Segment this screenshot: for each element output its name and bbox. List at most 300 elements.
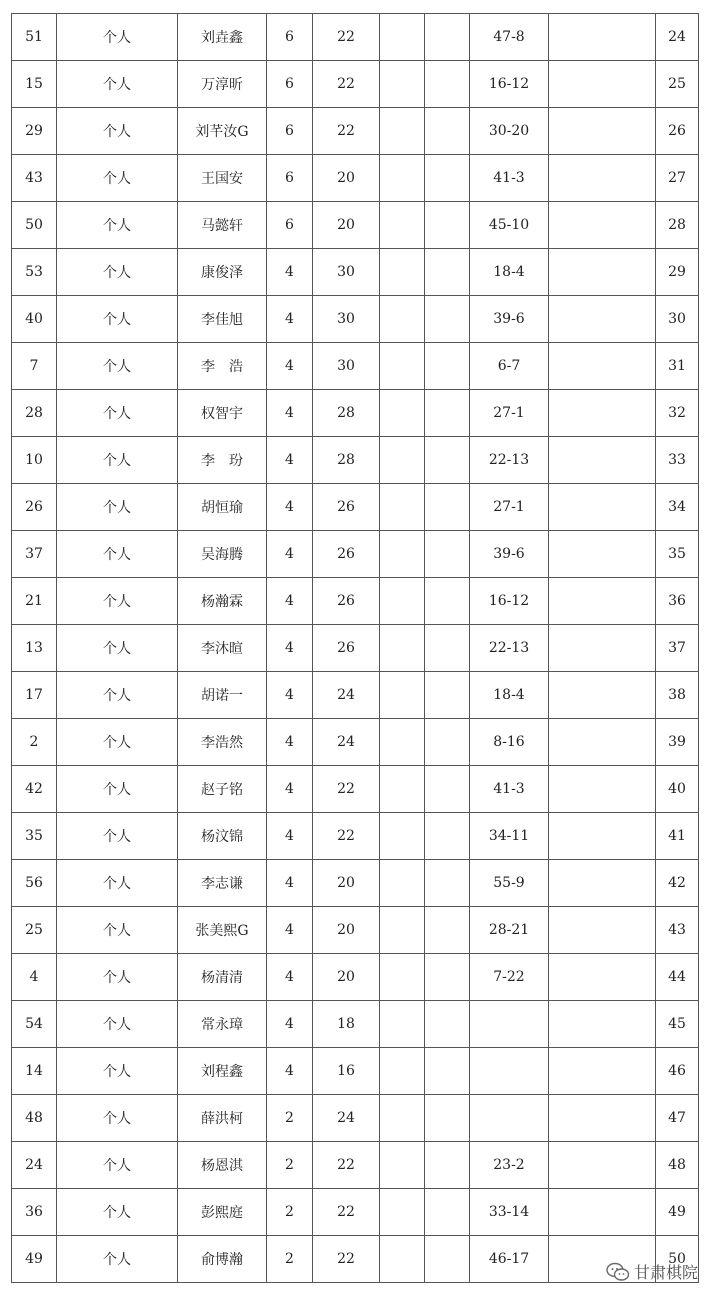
cell-points: 6 — [267, 14, 313, 61]
cell-pairing: 22-13 — [470, 625, 549, 672]
cell-blank-a — [380, 578, 425, 625]
cell-score: 22 — [313, 813, 380, 860]
cell-blank-c — [549, 578, 656, 625]
cell-entry-type: 个人 — [57, 766, 178, 813]
cell-seat-no: 48 — [12, 1095, 57, 1142]
cell-entry-type: 个人 — [57, 860, 178, 907]
cell-entry-type: 个人 — [57, 1236, 178, 1283]
cell-blank-b — [425, 672, 470, 719]
cell-points: 4 — [267, 343, 313, 390]
cell-entry-type: 个人 — [57, 437, 178, 484]
cell-entry-type: 个人 — [57, 578, 178, 625]
cell-score: 26 — [313, 531, 380, 578]
cell-blank-a — [380, 249, 425, 296]
wechat-icon — [606, 1262, 630, 1282]
cell-score: 20 — [313, 155, 380, 202]
cell-score: 20 — [313, 860, 380, 907]
table-row — [12, 907, 699, 954]
cell-entry-type: 个人 — [57, 390, 178, 437]
cell-entry-type: 个人 — [57, 343, 178, 390]
cell-pairing: 39-6 — [470, 531, 549, 578]
table-row — [12, 108, 699, 155]
cell-player-name: 杨恩淇 — [178, 1142, 267, 1189]
cell-rank: 44 — [656, 954, 699, 1001]
cell-score: 20 — [313, 202, 380, 249]
cell-player-name: 康俊泽 — [178, 249, 267, 296]
table-row — [12, 531, 699, 578]
cell-pairing: 46-17 — [470, 1236, 549, 1283]
cell-pairing: 39-6 — [470, 296, 549, 343]
cell-rank: 38 — [656, 672, 699, 719]
cell-score: 26 — [313, 625, 380, 672]
cell-pairing: 41-3 — [470, 766, 549, 813]
cell-score: 22 — [313, 61, 380, 108]
cell-rank: 36 — [656, 578, 699, 625]
cell-seat-no: 43 — [12, 155, 57, 202]
table-row — [12, 1142, 699, 1189]
cell-blank-b — [425, 531, 470, 578]
cell-rank: 33 — [656, 437, 699, 484]
cell-entry-type: 个人 — [57, 954, 178, 1001]
cell-blank-a — [380, 296, 425, 343]
cell-pairing: 34-11 — [470, 813, 549, 860]
table-row — [12, 625, 699, 672]
cell-entry-type: 个人 — [57, 1142, 178, 1189]
cell-rank: 32 — [656, 390, 699, 437]
table-row — [12, 61, 699, 108]
cell-player-name: 刘程鑫 — [178, 1048, 267, 1095]
cell-rank: 49 — [656, 1189, 699, 1236]
cell-blank-c — [549, 61, 656, 108]
cell-blank-b — [425, 202, 470, 249]
cell-score: 30 — [313, 296, 380, 343]
cell-score: 26 — [313, 484, 380, 531]
cell-blank-c — [549, 108, 656, 155]
cell-pairing: 8-16 — [470, 719, 549, 766]
cell-blank-a — [380, 202, 425, 249]
cell-blank-b — [425, 625, 470, 672]
cell-entry-type: 个人 — [57, 249, 178, 296]
table-body — [12, 14, 699, 1283]
cell-blank-c — [549, 343, 656, 390]
cell-seat-no: 53 — [12, 249, 57, 296]
cell-blank-a — [380, 437, 425, 484]
cell-blank-c — [549, 813, 656, 860]
table-row — [12, 672, 699, 719]
cell-blank-b — [425, 437, 470, 484]
cell-pairing: 27-1 — [470, 484, 549, 531]
cell-blank-a — [380, 14, 425, 61]
cell-score: 22 — [313, 1189, 380, 1236]
cell-blank-b — [425, 907, 470, 954]
cell-blank-b — [425, 766, 470, 813]
cell-blank-a — [380, 343, 425, 390]
cell-score: 20 — [313, 954, 380, 1001]
cell-score: 18 — [313, 1001, 380, 1048]
cell-score: 20 — [313, 907, 380, 954]
cell-points: 4 — [267, 249, 313, 296]
cell-score: 16 — [313, 1048, 380, 1095]
table-row — [12, 1001, 699, 1048]
watermark — [606, 1260, 698, 1283]
cell-points: 2 — [267, 1236, 313, 1283]
cell-blank-c — [549, 625, 656, 672]
cell-blank-c — [549, 954, 656, 1001]
cell-rank: 39 — [656, 719, 699, 766]
table-row — [12, 437, 699, 484]
cell-score: 26 — [313, 578, 380, 625]
cell-player-name: 俞博瀚 — [178, 1236, 267, 1283]
table-row — [12, 1048, 699, 1095]
table-row — [12, 719, 699, 766]
cell-player-name: 赵子铭 — [178, 766, 267, 813]
cell-seat-no: 4 — [12, 954, 57, 1001]
cell-seat-no: 10 — [12, 437, 57, 484]
cell-blank-a — [380, 860, 425, 907]
cell-score: 30 — [313, 343, 380, 390]
table-row — [12, 1189, 699, 1236]
cell-player-name: 李志谦 — [178, 860, 267, 907]
cell-player-name: 李 玢 — [178, 437, 267, 484]
cell-blank-c — [549, 907, 656, 954]
cell-pairing: 33-14 — [470, 1189, 549, 1236]
cell-points: 4 — [267, 1001, 313, 1048]
cell-blank-b — [425, 1001, 470, 1048]
cell-player-name: 权智宇 — [178, 390, 267, 437]
cell-player-name: 彭熙庭 — [178, 1189, 267, 1236]
cell-points: 6 — [267, 155, 313, 202]
cell-entry-type: 个人 — [57, 531, 178, 578]
cell-points: 4 — [267, 813, 313, 860]
cell-player-name: 常永璋 — [178, 1001, 267, 1048]
cell-points: 4 — [267, 719, 313, 766]
cell-blank-a — [380, 1048, 425, 1095]
cell-rank: 47 — [656, 1095, 699, 1142]
cell-blank-b — [425, 954, 470, 1001]
cell-pairing: 41-3 — [470, 155, 549, 202]
cell-blank-a — [380, 531, 425, 578]
cell-player-name: 吴海腾 — [178, 531, 267, 578]
cell-pairing: 7-22 — [470, 954, 549, 1001]
table-row — [12, 578, 699, 625]
cell-player-name: 李浩然 — [178, 719, 267, 766]
cell-blank-b — [425, 860, 470, 907]
cell-points: 4 — [267, 1048, 313, 1095]
cell-entry-type: 个人 — [57, 14, 178, 61]
table-row — [12, 249, 699, 296]
cell-blank-c — [549, 14, 656, 61]
cell-player-name: 杨瀚霖 — [178, 578, 267, 625]
cell-blank-a — [380, 61, 425, 108]
cell-blank-a — [380, 1236, 425, 1283]
cell-blank-a — [380, 1095, 425, 1142]
cell-player-name: 李佳旭 — [178, 296, 267, 343]
cell-pairing: 45-10 — [470, 202, 549, 249]
cell-entry-type: 个人 — [57, 296, 178, 343]
cell-blank-a — [380, 672, 425, 719]
cell-player-name: 刘垚鑫 — [178, 14, 267, 61]
cell-blank-b — [425, 1142, 470, 1189]
cell-player-name: 李 浩 — [178, 343, 267, 390]
cell-rank: 31 — [656, 343, 699, 390]
results-table — [11, 13, 699, 1283]
cell-points: 4 — [267, 860, 313, 907]
cell-rank: 28 — [656, 202, 699, 249]
cell-seat-no: 54 — [12, 1001, 57, 1048]
table-row — [12, 296, 699, 343]
cell-blank-a — [380, 155, 425, 202]
cell-entry-type: 个人 — [57, 202, 178, 249]
table-row — [12, 14, 699, 61]
cell-blank-b — [425, 296, 470, 343]
cell-blank-c — [549, 1189, 656, 1236]
cell-blank-a — [380, 1001, 425, 1048]
cell-seat-no: 50 — [12, 202, 57, 249]
cell-entry-type: 个人 — [57, 108, 178, 155]
table-row — [12, 1236, 699, 1283]
cell-blank-c — [549, 766, 656, 813]
cell-seat-no: 17 — [12, 672, 57, 719]
cell-pairing: 47-8 — [470, 14, 549, 61]
cell-player-name: 薛洪柯 — [178, 1095, 267, 1142]
cell-blank-b — [425, 484, 470, 531]
cell-score: 30 — [313, 249, 380, 296]
cell-rank: 27 — [656, 155, 699, 202]
cell-score: 22 — [313, 1236, 380, 1283]
cell-seat-no: 26 — [12, 484, 57, 531]
cell-points: 6 — [267, 61, 313, 108]
cell-points: 4 — [267, 954, 313, 1001]
cell-blank-a — [380, 766, 425, 813]
cell-score: 22 — [313, 108, 380, 155]
cell-blank-c — [549, 1095, 656, 1142]
watermark-text: 甘肃棋院 — [633, 1263, 698, 1282]
cell-blank-a — [380, 625, 425, 672]
cell-rank: 45 — [656, 1001, 699, 1048]
cell-rank: 43 — [656, 907, 699, 954]
cell-seat-no: 42 — [12, 766, 57, 813]
cell-rank: 40 — [656, 766, 699, 813]
cell-blank-c — [549, 719, 656, 766]
cell-player-name: 马懿轩 — [178, 202, 267, 249]
cell-blank-a — [380, 390, 425, 437]
cell-points: 2 — [267, 1095, 313, 1142]
cell-rank: 24 — [656, 14, 699, 61]
table-row — [12, 155, 699, 202]
cell-rank: 48 — [656, 1142, 699, 1189]
cell-blank-c — [549, 202, 656, 249]
cell-blank-c — [549, 531, 656, 578]
cell-pairing — [470, 1001, 549, 1048]
cell-rank: 34 — [656, 484, 699, 531]
cell-seat-no: 21 — [12, 578, 57, 625]
cell-blank-b — [425, 1048, 470, 1095]
cell-blank-b — [425, 1095, 470, 1142]
cell-player-name: 王国安 — [178, 155, 267, 202]
cell-player-name: 张美熙G — [178, 907, 267, 954]
cell-blank-c — [549, 672, 656, 719]
cell-blank-b — [425, 1236, 470, 1283]
cell-points: 6 — [267, 108, 313, 155]
cell-blank-b — [425, 578, 470, 625]
cell-seat-no: 51 — [12, 14, 57, 61]
cell-rank: 46 — [656, 1048, 699, 1095]
cell-score: 24 — [313, 672, 380, 719]
cell-seat-no: 40 — [12, 296, 57, 343]
cell-blank-b — [425, 390, 470, 437]
cell-score: 28 — [313, 437, 380, 484]
cell-player-name: 刘芊汝G — [178, 108, 267, 155]
table-row — [12, 954, 699, 1001]
cell-entry-type: 个人 — [57, 672, 178, 719]
table-row — [12, 1095, 699, 1142]
cell-points: 4 — [267, 390, 313, 437]
cell-rank: 29 — [656, 249, 699, 296]
cell-player-name: 杨清清 — [178, 954, 267, 1001]
cell-points: 4 — [267, 484, 313, 531]
cell-blank-a — [380, 813, 425, 860]
cell-blank-b — [425, 14, 470, 61]
table-row — [12, 860, 699, 907]
cell-entry-type: 个人 — [57, 719, 178, 766]
cell-rank: 37 — [656, 625, 699, 672]
cell-rank: 35 — [656, 531, 699, 578]
cell-seat-no: 56 — [12, 860, 57, 907]
cell-seat-no: 28 — [12, 390, 57, 437]
cell-points: 4 — [267, 907, 313, 954]
cell-seat-no: 49 — [12, 1236, 57, 1283]
cell-pairing: 55-9 — [470, 860, 549, 907]
cell-seat-no: 24 — [12, 1142, 57, 1189]
cell-blank-c — [549, 1001, 656, 1048]
cell-pairing — [470, 1095, 549, 1142]
cell-player-name: 杨汶锦 — [178, 813, 267, 860]
cell-pairing: 6-7 — [470, 343, 549, 390]
cell-blank-a — [380, 1142, 425, 1189]
cell-pairing: 27-1 — [470, 390, 549, 437]
cell-pairing: 18-4 — [470, 672, 549, 719]
cell-seat-no: 37 — [12, 531, 57, 578]
cell-score: 22 — [313, 1142, 380, 1189]
cell-score: 28 — [313, 390, 380, 437]
cell-blank-c — [549, 437, 656, 484]
cell-entry-type: 个人 — [57, 907, 178, 954]
cell-blank-a — [380, 719, 425, 766]
cell-pairing: 18-4 — [470, 249, 549, 296]
cell-seat-no: 7 — [12, 343, 57, 390]
cell-entry-type: 个人 — [57, 1095, 178, 1142]
cell-points: 6 — [267, 202, 313, 249]
cell-pairing: 16-12 — [470, 578, 549, 625]
cell-seat-no: 29 — [12, 108, 57, 155]
cell-points: 2 — [267, 1142, 313, 1189]
table-row — [12, 484, 699, 531]
cell-blank-a — [380, 1189, 425, 1236]
cell-seat-no: 15 — [12, 61, 57, 108]
cell-rank: 41 — [656, 813, 699, 860]
cell-points: 4 — [267, 578, 313, 625]
cell-blank-c — [549, 155, 656, 202]
cell-points: 4 — [267, 531, 313, 578]
cell-seat-no: 25 — [12, 907, 57, 954]
cell-entry-type: 个人 — [57, 61, 178, 108]
cell-blank-c — [549, 249, 656, 296]
cell-seat-no: 13 — [12, 625, 57, 672]
cell-blank-b — [425, 719, 470, 766]
cell-blank-c — [549, 860, 656, 907]
cell-blank-c — [549, 484, 656, 531]
cell-blank-c — [549, 390, 656, 437]
cell-entry-type: 个人 — [57, 625, 178, 672]
cell-blank-b — [425, 343, 470, 390]
table-row — [12, 343, 699, 390]
cell-entry-type: 个人 — [57, 813, 178, 860]
cell-blank-a — [380, 954, 425, 1001]
cell-rank: 25 — [656, 61, 699, 108]
cell-points: 2 — [267, 1189, 313, 1236]
cell-score: 24 — [313, 1095, 380, 1142]
cell-pairing — [470, 1048, 549, 1095]
cell-score: 22 — [313, 14, 380, 61]
cell-blank-a — [380, 108, 425, 155]
cell-blank-a — [380, 484, 425, 531]
cell-seat-no: 35 — [12, 813, 57, 860]
cell-player-name: 胡恒瑜 — [178, 484, 267, 531]
cell-seat-no: 2 — [12, 719, 57, 766]
cell-entry-type: 个人 — [57, 1189, 178, 1236]
cell-points: 4 — [267, 766, 313, 813]
cell-points: 4 — [267, 672, 313, 719]
cell-score: 22 — [313, 766, 380, 813]
table-row — [12, 202, 699, 249]
cell-entry-type: 个人 — [57, 1001, 178, 1048]
cell-seat-no: 36 — [12, 1189, 57, 1236]
cell-rank: 30 — [656, 296, 699, 343]
cell-blank-b — [425, 813, 470, 860]
cell-blank-b — [425, 1189, 470, 1236]
cell-pairing: 23-2 — [470, 1142, 549, 1189]
table-row — [12, 766, 699, 813]
cell-rank: 50 — [656, 1236, 699, 1283]
table-row — [12, 390, 699, 437]
cell-rank: 42 — [656, 860, 699, 907]
cell-blank-c — [549, 1142, 656, 1189]
cell-blank-c — [549, 296, 656, 343]
cell-entry-type: 个人 — [57, 1048, 178, 1095]
cell-points: 4 — [267, 437, 313, 484]
cell-player-name: 万淳昕 — [178, 61, 267, 108]
cell-points: 4 — [267, 296, 313, 343]
cell-pairing: 22-13 — [470, 437, 549, 484]
cell-player-name: 李沐暄 — [178, 625, 267, 672]
cell-seat-no: 14 — [12, 1048, 57, 1095]
cell-blank-b — [425, 155, 470, 202]
cell-pairing: 30-20 — [470, 108, 549, 155]
cell-blank-a — [380, 907, 425, 954]
cell-blank-c — [549, 1048, 656, 1095]
cell-score: 24 — [313, 719, 380, 766]
cell-entry-type: 个人 — [57, 484, 178, 531]
cell-points: 4 — [267, 625, 313, 672]
cell-pairing: 16-12 — [470, 61, 549, 108]
cell-player-name: 胡诺一 — [178, 672, 267, 719]
table-row — [12, 813, 699, 860]
cell-pairing: 28-21 — [470, 907, 549, 954]
cell-blank-b — [425, 61, 470, 108]
cell-rank: 26 — [656, 108, 699, 155]
cell-entry-type: 个人 — [57, 155, 178, 202]
cell-blank-b — [425, 249, 470, 296]
